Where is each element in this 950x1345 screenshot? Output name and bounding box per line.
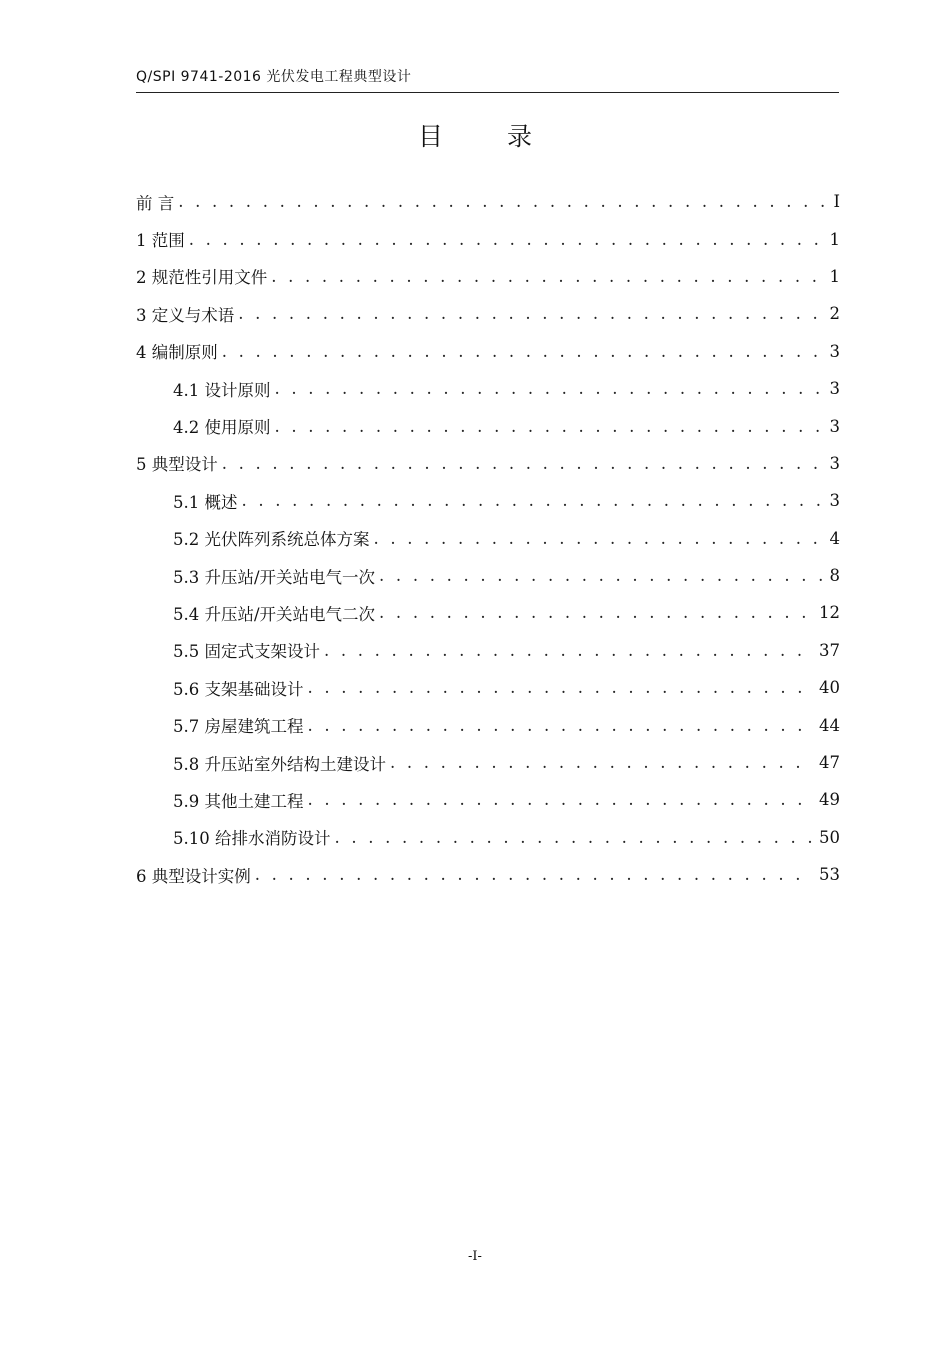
- toc-entry-page: 8: [829, 566, 840, 586]
- toc-entry[interactable]: [136, 220, 840, 257]
- toc-entry-label: 5.10 给排水消防设计: [173, 829, 331, 849]
- toc-dot-leader: [308, 678, 814, 697]
- header-text: Q/SPI 9741-2016 光伏发电工程典型设计: [136, 69, 412, 85]
- toc-entry-label: 6 典型设计实例: [136, 866, 251, 886]
- toc-entry-label: 5.8 升压站室外结构土建设计: [173, 754, 386, 774]
- toc-dot-leader: [379, 566, 823, 585]
- toc-entry-page: 4: [829, 528, 840, 548]
- toc-entry-label: 前 言: [136, 193, 175, 213]
- toc-dot-leader: [390, 753, 813, 772]
- toc-dot-leader: [275, 417, 824, 436]
- toc-entry-label: 4.2 使用原则: [173, 418, 271, 438]
- toc-entry-label: 4.1 设计原则: [173, 380, 271, 400]
- toc-entry-label: 5.7 房屋建筑工程: [173, 717, 304, 737]
- toc-entry-page: 3: [829, 416, 840, 436]
- toc-entry-page: 40: [819, 678, 840, 698]
- footer-page-number: -I-: [468, 1249, 482, 1264]
- toc-entry-page: 50: [819, 827, 840, 847]
- toc-subentry[interactable]: [136, 781, 840, 818]
- toc-entry-label: 4 编制原则: [136, 343, 218, 363]
- toc-dot-leader: [374, 529, 824, 548]
- toc-dot-leader: [275, 379, 824, 398]
- toc-dot-leader: [222, 454, 824, 473]
- toc-entry-page: 3: [829, 491, 840, 511]
- toc-dot-leader: [222, 342, 824, 361]
- toc-entry-label: 5.6 支架基础设计: [173, 679, 304, 699]
- page-header: [136, 66, 839, 93]
- toc-subentry[interactable]: [136, 594, 840, 631]
- toc-subentry[interactable]: [136, 520, 840, 557]
- toc-subentry[interactable]: [136, 557, 840, 594]
- toc-entry-page: 3: [829, 453, 840, 473]
- toc-entry-page: 53: [819, 865, 840, 885]
- toc-entry[interactable]: [136, 295, 840, 332]
- toc-entry-page: 3: [829, 379, 840, 399]
- toc-entry-label: 1 范围: [136, 231, 185, 251]
- toc-subentry[interactable]: [136, 706, 840, 743]
- toc-entry-label: 5 典型设计: [136, 455, 218, 475]
- toc-subentry[interactable]: [136, 407, 840, 444]
- toc-dot-leader: [238, 304, 823, 323]
- toc-entry-page: I: [833, 192, 840, 212]
- toc-dot-leader: [189, 230, 824, 249]
- toc-entry-label: 5.1 概述: [173, 492, 238, 512]
- toc-entry-page: 1: [829, 266, 840, 286]
- toc-dot-leader: [324, 641, 813, 660]
- toc-entry-label: 3 定义与术语: [136, 305, 235, 325]
- toc-entry-label: 5.4 升压站/开关站电气二次: [173, 604, 376, 624]
- toc-entry-page: 37: [819, 640, 840, 660]
- toc-dot-leader: [308, 790, 814, 809]
- toc-entry-label: 5.9 其他土建工程: [173, 791, 304, 811]
- toc-entry-label: 5.5 固定式支架设计: [173, 642, 320, 662]
- toc-dot-leader: [178, 192, 827, 211]
- toc-entry-page: 2: [829, 304, 840, 324]
- toc-dot-leader: [379, 603, 813, 622]
- toc-entry-page: 3: [829, 341, 840, 361]
- toc-dot-leader: [308, 716, 814, 735]
- toc-dot-leader: [334, 828, 813, 847]
- toc-subentry[interactable]: [136, 669, 840, 706]
- toc-subentry[interactable]: [136, 819, 840, 856]
- toc-entry[interactable]: [136, 258, 840, 295]
- page-footer: [0, 1248, 950, 1266]
- toc-subentry[interactable]: [136, 744, 840, 781]
- toc-dot-leader: [242, 491, 824, 510]
- toc-entry-label: 5.3 升压站/开关站电气一次: [173, 567, 376, 587]
- toc-entry[interactable]: [136, 856, 840, 893]
- toc-subentry[interactable]: [136, 482, 840, 519]
- toc-subentry[interactable]: [136, 632, 840, 669]
- toc-entry-page: 1: [829, 229, 840, 249]
- toc-title: 目 录: [418, 122, 560, 151]
- toc-dot-leader: [255, 865, 813, 884]
- toc-entry[interactable]: [136, 183, 840, 220]
- toc-entry[interactable]: [136, 333, 840, 370]
- toc-entry-page: 47: [819, 753, 840, 773]
- toc-dot-leader: [271, 267, 823, 286]
- toc-entry[interactable]: [136, 445, 840, 482]
- toc-entry-page: 12: [819, 603, 840, 623]
- toc-entry-label: 2 规范性引用文件: [136, 268, 268, 288]
- toc-subentry[interactable]: [136, 370, 840, 407]
- toc-entry-label: 5.2 光伏阵列系统总体方案: [173, 530, 370, 550]
- table-of-contents: [136, 183, 840, 893]
- toc-entry-page: 49: [819, 790, 840, 810]
- toc-entry-page: 44: [819, 715, 840, 735]
